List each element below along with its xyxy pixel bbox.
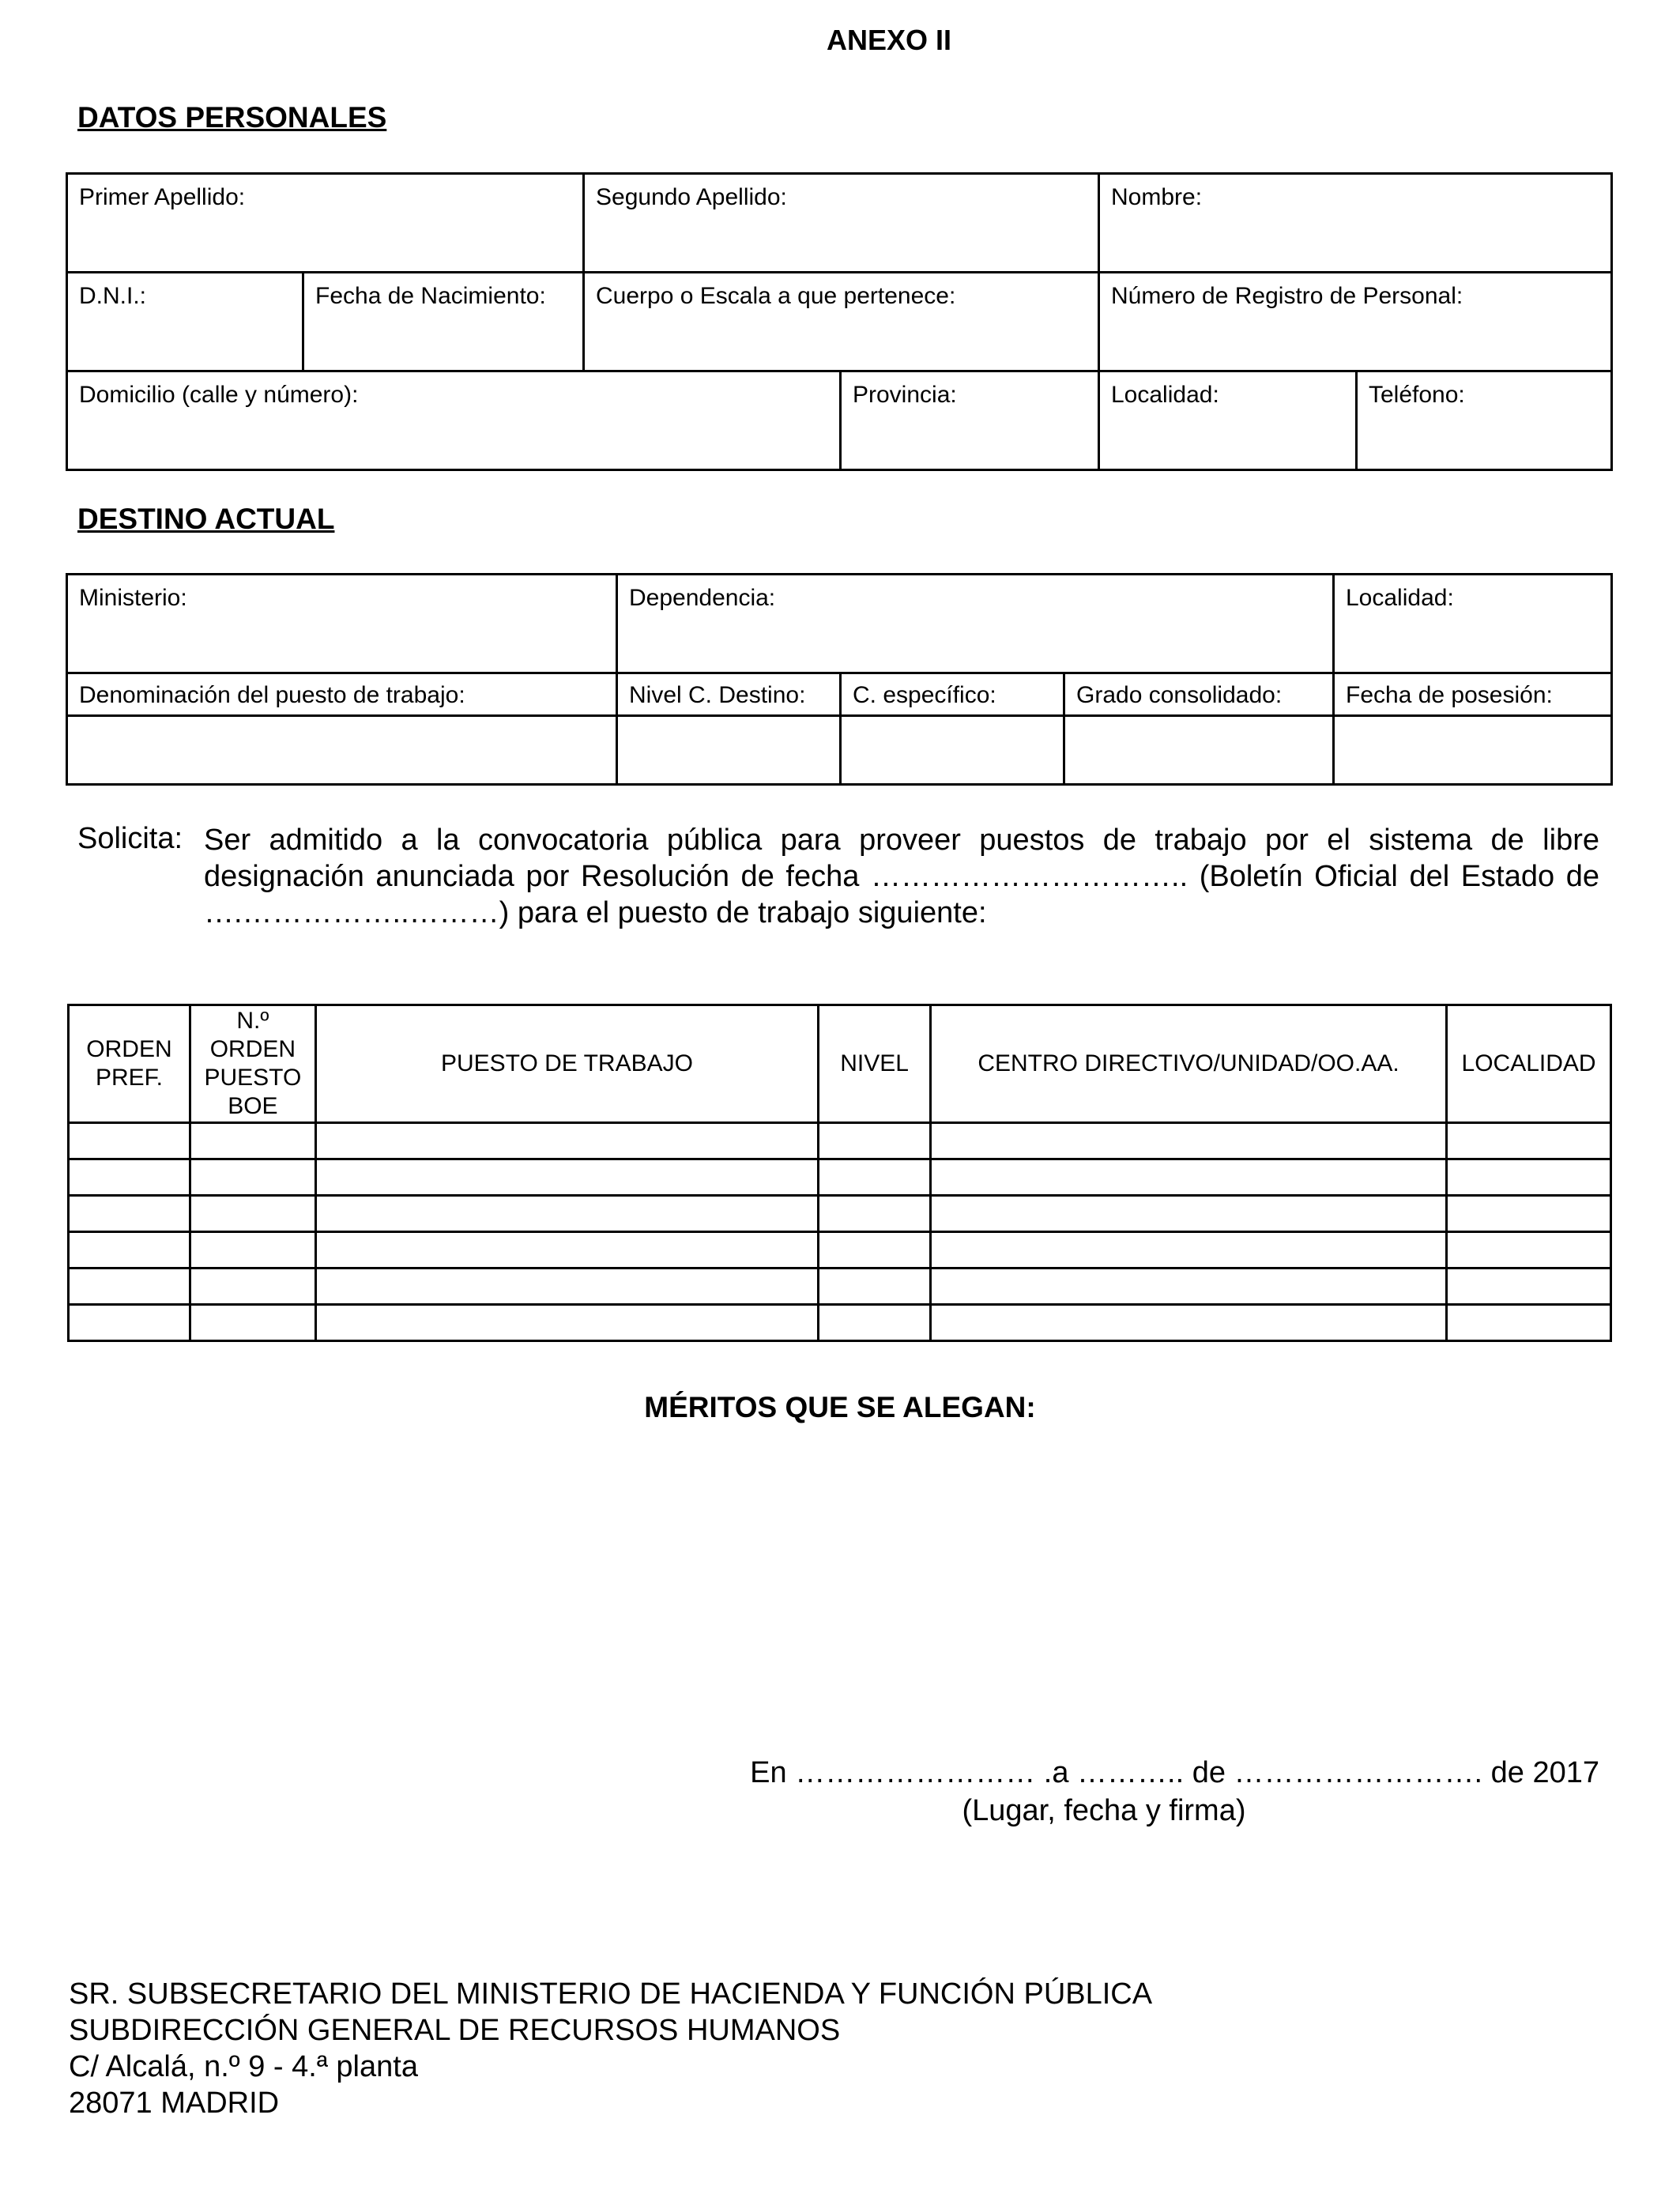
table-cell[interactable]: [819, 1305, 931, 1341]
address-line-3: C/ Alcalá, n.º 9 - 4.ª planta: [69, 2050, 418, 2083]
table-cell[interactable]: [190, 1159, 315, 1196]
table-cell[interactable]: [315, 1196, 818, 1232]
table-cell[interactable]: [69, 1123, 190, 1159]
nivel-header: NIVEL: [819, 1005, 931, 1123]
table-cell[interactable]: [190, 1232, 315, 1269]
solicita-label: Solicita:: [77, 822, 183, 855]
segundo-apellido-label: Segundo Apellido:: [596, 184, 787, 210]
table-cell[interactable]: [1447, 1196, 1611, 1232]
posesion-label: Fecha de posesión:: [1346, 682, 1553, 708]
address-line-1: SR. SUBSECRETARIO DEL MINISTERIO DE HACIENDA Y FUNCIÓN PÚBLICA: [69, 1977, 1153, 2011]
table-row: [69, 1269, 1611, 1305]
table-cell[interactable]: [819, 1269, 931, 1305]
table-cell[interactable]: [930, 1123, 1446, 1159]
localidad-header: LOCALIDAD: [1447, 1005, 1611, 1123]
table-cell[interactable]: [819, 1159, 931, 1196]
table-cell[interactable]: [1447, 1232, 1611, 1269]
denominacion-label: Denominación del puesto de trabajo:: [79, 682, 465, 708]
nivel-destino-header: [616, 672, 842, 717]
localidad-field[interactable]: [1098, 370, 1358, 471]
signature-line: En …………………… .a ……….. de ……………………. de 2017: [750, 1756, 1599, 1789]
datos-personales-heading: DATOS PERSONALES: [77, 101, 387, 134]
denominacion-input[interactable]: [66, 714, 618, 786]
grado-header: [1063, 672, 1335, 717]
table-cell[interactable]: [190, 1269, 315, 1305]
centro-header: CENTRO DIRECTIVO/UNIDAD/OO.AA.: [930, 1005, 1446, 1123]
table-cell[interactable]: [315, 1159, 818, 1196]
domicilio-label: Domicilio (calle y número):: [79, 382, 359, 408]
cuerpo-escala-label: Cuerpo o Escala a que pertenece:: [596, 283, 956, 309]
dependencia-label: Dependencia:: [629, 585, 776, 611]
table-cell[interactable]: [190, 1305, 315, 1341]
table-cell[interactable]: [930, 1269, 1446, 1305]
table-cell[interactable]: [190, 1123, 315, 1159]
page-title: ANEXO II: [826, 24, 952, 56]
primer-apellido-field[interactable]: [66, 172, 585, 273]
table-cell[interactable]: [930, 1232, 1446, 1269]
cuerpo-escala-field[interactable]: [582, 271, 1100, 372]
solicita-text: Ser admitido a la convocatoria pública para proveer puestos de trabajo por el sistema de libre designación anunciada por Resolución de fecha ………………………….. (Boletín Oficial del Estado de ….……………..………) para el puesto de trabajo siguiente:: [204, 824, 1599, 929]
puesto-header: PUESTO DE TRABAJO: [315, 1005, 818, 1123]
table-cell[interactable]: [315, 1269, 818, 1305]
localidad-label: Localidad:: [1111, 382, 1219, 408]
especifico-header: [839, 672, 1065, 717]
especifico-input[interactable]: [839, 714, 1065, 786]
provincia-label: Provincia:: [853, 382, 957, 408]
address-line-4: 28071 MADRID: [69, 2087, 280, 2120]
nombre-label: Nombre:: [1111, 184, 1203, 210]
table-cell[interactable]: [315, 1305, 818, 1341]
segundo-apellido-field[interactable]: [582, 172, 1100, 273]
table-cell[interactable]: [69, 1232, 190, 1269]
table-cell[interactable]: [1447, 1123, 1611, 1159]
fecha-nacimiento-label: Fecha de Nacimiento:: [315, 283, 546, 309]
destino-localidad-label: Localidad:: [1346, 585, 1454, 611]
table-cell[interactable]: [930, 1305, 1446, 1341]
table-cell[interactable]: [1447, 1269, 1611, 1305]
table-cell[interactable]: [819, 1232, 931, 1269]
telefono-label: Teléfono:: [1369, 382, 1465, 408]
orden-pref-header: [69, 1005, 190, 1123]
table-cell[interactable]: [930, 1159, 1446, 1196]
orden-boe-header-text: N.º ORDEN PUESTO BOE: [204, 1008, 302, 1119]
table-cell[interactable]: [69, 1159, 190, 1196]
primer-apellido-label: Primer Apellido:: [79, 184, 246, 210]
table-cell[interactable]: [819, 1123, 931, 1159]
dependencia-field[interactable]: [616, 573, 1335, 674]
nombre-field[interactable]: [1098, 172, 1613, 273]
grado-label: Grado consolidado:: [1076, 682, 1283, 708]
nivel-destino-input[interactable]: [616, 714, 842, 786]
table-cell[interactable]: [1447, 1159, 1611, 1196]
destino-localidad-field[interactable]: [1332, 573, 1613, 674]
table-cell[interactable]: [190, 1196, 315, 1232]
meritos-heading: MÉRITOS QUE SE ALEGAN:: [644, 1391, 1036, 1423]
numero-registro-field[interactable]: [1098, 271, 1613, 372]
denominacion-header: [66, 672, 618, 717]
destino-actual-heading: DESTINO ACTUAL: [77, 503, 335, 535]
orden-pref-header-text: ORDEN PREF.: [86, 1036, 172, 1091]
posesion-header: [1332, 672, 1613, 717]
table-cell[interactable]: [315, 1232, 818, 1269]
table-cell[interactable]: [819, 1196, 931, 1232]
nivel-destino-label: Nivel C. Destino:: [629, 682, 806, 708]
grado-input[interactable]: [1063, 714, 1335, 786]
address-line-2: SUBDIRECCIÓN GENERAL DE RECURSOS HUMANOS: [69, 2014, 841, 2047]
dni-field[interactable]: [66, 271, 304, 372]
table-row: [69, 1159, 1611, 1196]
table-row: [69, 1305, 1611, 1341]
orden-boe-header: [190, 1005, 315, 1123]
table-cell[interactable]: [69, 1305, 190, 1341]
ministerio-label: Ministerio:: [79, 585, 187, 611]
fecha-nacimiento-field[interactable]: [302, 271, 585, 372]
table-cell[interactable]: [69, 1269, 190, 1305]
table-cell[interactable]: [69, 1196, 190, 1232]
signature-caption: (Lugar, fecha y firma): [962, 1794, 1246, 1827]
puestos-table: [67, 1004, 1612, 1342]
table-cell[interactable]: [930, 1196, 1446, 1232]
numero-registro-label: Número de Registro de Personal:: [1111, 283, 1463, 309]
table-row: [69, 1196, 1611, 1232]
provincia-field[interactable]: [839, 370, 1100, 471]
puestos-header-row: [69, 1005, 1611, 1123]
table-row: [69, 1232, 1611, 1269]
domicilio-field[interactable]: [66, 370, 842, 471]
table-cell[interactable]: [1447, 1305, 1611, 1341]
table-cell[interactable]: [315, 1123, 818, 1159]
telefono-field[interactable]: [1355, 370, 1613, 471]
ministerio-field[interactable]: [66, 573, 618, 674]
posesion-input[interactable]: [1332, 714, 1613, 786]
table-row: [69, 1123, 1611, 1159]
dni-label: D.N.I.:: [79, 283, 147, 309]
especifico-label: C. específico:: [853, 682, 996, 708]
